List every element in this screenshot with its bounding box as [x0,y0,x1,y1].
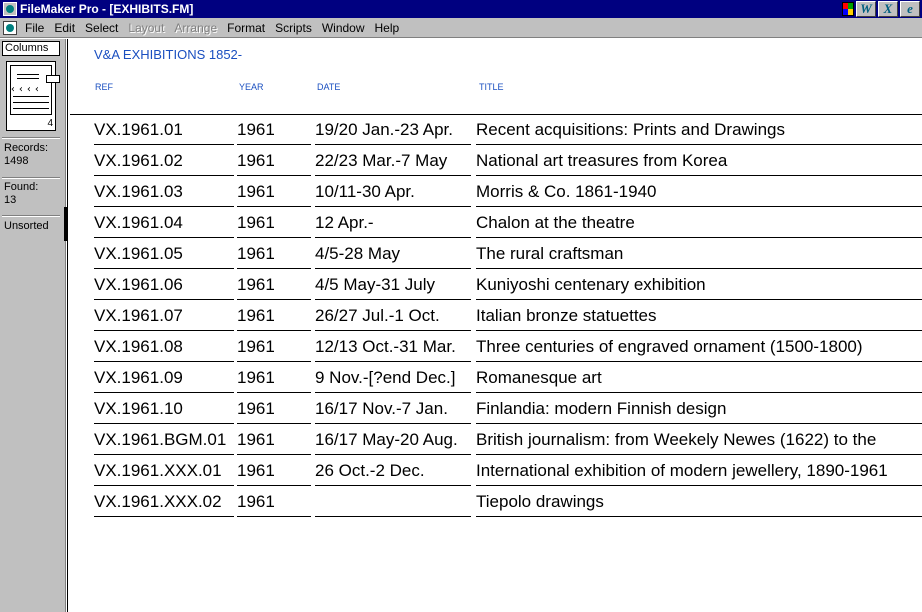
field-ref[interactable]: VX.1961.10 [94,398,234,424]
field-title[interactable]: Morris & Co. 1861-1940 [476,181,922,207]
layout-title: V&A EXHIBITIONS 1852- [94,47,243,62]
field-year[interactable]: 1961 [237,460,311,486]
record-row[interactable] [67,178,922,209]
column-header-year: YEAR [239,82,264,92]
menu-layout: Layout [128,21,165,35]
record-row[interactable] [67,395,922,426]
window-title: FileMaker Pro - [EXHIBITS.FM] [20,2,194,16]
field-title[interactable]: Three centuries of engraved ornament (1500-1800) [476,336,922,362]
field-year[interactable]: 1961 [237,212,311,238]
field-year[interactable]: 1961 [237,181,311,207]
menu-window[interactable]: Window [321,21,365,35]
access-icon[interactable]: e [900,1,920,17]
record-row[interactable] [67,426,922,457]
field-year[interactable]: 1961 [237,119,311,145]
status-divider [2,137,60,139]
field-date[interactable]: 12 Apr.- [315,212,471,238]
field-date[interactable]: 9 Nov.-[?end Dec.] [315,367,471,393]
column-header-ref: REF [95,82,113,92]
field-title[interactable]: Recent acquisitions: Prints and Drawings [476,119,922,145]
menu-edit[interactable]: Edit [54,21,76,35]
field-ref[interactable]: VX.1961.06 [94,274,234,300]
record-row[interactable] [67,240,922,271]
field-ref[interactable]: VX.1961.XXX.02 [94,491,234,517]
field-date[interactable]: 10/11-30 Apr. [315,181,471,207]
column-header-date: DATE [317,82,341,92]
field-ref[interactable]: VX.1961.BGM.01 [94,429,234,455]
records-count: 1498 [4,155,29,167]
field-year[interactable]: 1961 [237,305,311,331]
field-title[interactable]: Finlandia: modern Finnish design [476,398,922,424]
book-rings: ‹‹‹‹ [10,84,43,95]
records-list [67,116,922,519]
field-ref[interactable]: VX.1961.XXX.01 [94,460,234,486]
field-ref[interactable]: VX.1961.08 [94,336,234,362]
record-row[interactable] [67,147,922,178]
language-flag-icon[interactable] [842,2,854,16]
field-ref[interactable]: VX.1961.03 [94,181,234,207]
found-label: Found: [4,181,39,193]
menu-help[interactable]: Help [374,21,400,35]
field-title[interactable]: The rural craftsman [476,243,922,269]
field-title[interactable]: British journalism: from Weekely Newes (1622) to the [476,429,922,455]
sort-status: Unsorted [4,220,49,232]
record-row[interactable] [67,488,922,519]
field-ref[interactable]: VX.1961.07 [94,305,234,331]
record-row[interactable] [67,364,922,395]
field-ref[interactable]: VX.1961.02 [94,150,234,176]
field-title[interactable]: International exhibition of modern jewellery, 1890-1961 [476,460,922,486]
word-icon[interactable]: W [856,1,876,17]
menu-scripts[interactable]: Scripts [275,21,312,35]
record-row[interactable] [67,457,922,488]
record-row[interactable] [67,333,922,364]
layout-menu[interactable]: Columns [2,41,60,56]
column-header-title: TITLE [479,82,504,92]
field-ref[interactable]: VX.1961.05 [94,243,234,269]
field-date[interactable]: 12/13 Oct.-31 Mar. [315,336,471,362]
menu-file[interactable]: File [25,21,45,35]
field-year[interactable]: 1961 [237,150,311,176]
field-ref[interactable]: VX.1961.09 [94,367,234,393]
field-date[interactable]: 16/17 Nov.-7 Jan. [315,398,471,424]
excel-icon[interactable]: X [878,1,898,17]
field-title[interactable]: Italian bronze statuettes [476,305,922,331]
field-year[interactable]: 1961 [237,429,311,455]
menu-arrange: Arrange [174,21,218,35]
field-year[interactable]: 1961 [237,491,311,517]
browse-area [67,39,922,612]
field-date[interactable]: 26 Oct.-2 Dec. [315,460,471,486]
field-year[interactable]: 1961 [237,398,311,424]
field-date[interactable]: 4/5-28 May [315,243,471,269]
field-date[interactable]: 22/23 Mar.-7 May [315,150,471,176]
status-divider [2,177,60,179]
found-count: 13 [4,194,17,206]
field-title[interactable]: Chalon at the theatre [476,212,922,238]
field-ref[interactable]: VX.1961.04 [94,212,234,238]
record-slider[interactable] [46,75,60,83]
title-bar [0,0,922,18]
field-ref[interactable]: VX.1961.01 [94,119,234,145]
field-date[interactable]: 19/20 Jan.-23 Apr. [315,119,471,145]
field-date[interactable]: 26/27 Jul.-1 Oct. [315,305,471,331]
record-row[interactable] [67,209,922,240]
status-area [0,39,66,612]
title-bar-tray [842,0,922,18]
field-date[interactable] [315,491,471,517]
record-row[interactable] [67,302,922,333]
menu-select[interactable]: Select [85,21,119,35]
field-year[interactable]: 1961 [237,367,311,393]
field-title[interactable]: Tiepolo drawings [476,491,922,517]
field-title[interactable]: Romanesque art [476,367,922,393]
menu-format[interactable]: Format [227,21,266,35]
record-row[interactable] [67,271,922,302]
field-title[interactable]: Kuniyoshi centenary exhibition [476,274,922,300]
field-year[interactable]: 1961 [237,274,311,300]
field-year[interactable]: 1961 [237,336,311,362]
header-separator [70,114,922,115]
book-page-number: 4 [47,118,53,129]
menu-list [25,21,409,35]
book-icon[interactable] [6,61,56,131]
field-year[interactable]: 1961 [237,243,311,269]
document-control-icon[interactable] [3,21,17,35]
field-title[interactable]: National art treasures from Korea [476,150,922,176]
menu-bar [0,18,922,38]
status-divider [2,215,60,217]
record-row[interactable] [67,116,922,147]
field-date[interactable]: 4/5 May-31 July [315,274,471,300]
field-date[interactable]: 16/17 May-20 Aug. [315,429,471,455]
filemaker-app-icon[interactable] [3,2,17,16]
records-label: Records: [4,142,49,154]
